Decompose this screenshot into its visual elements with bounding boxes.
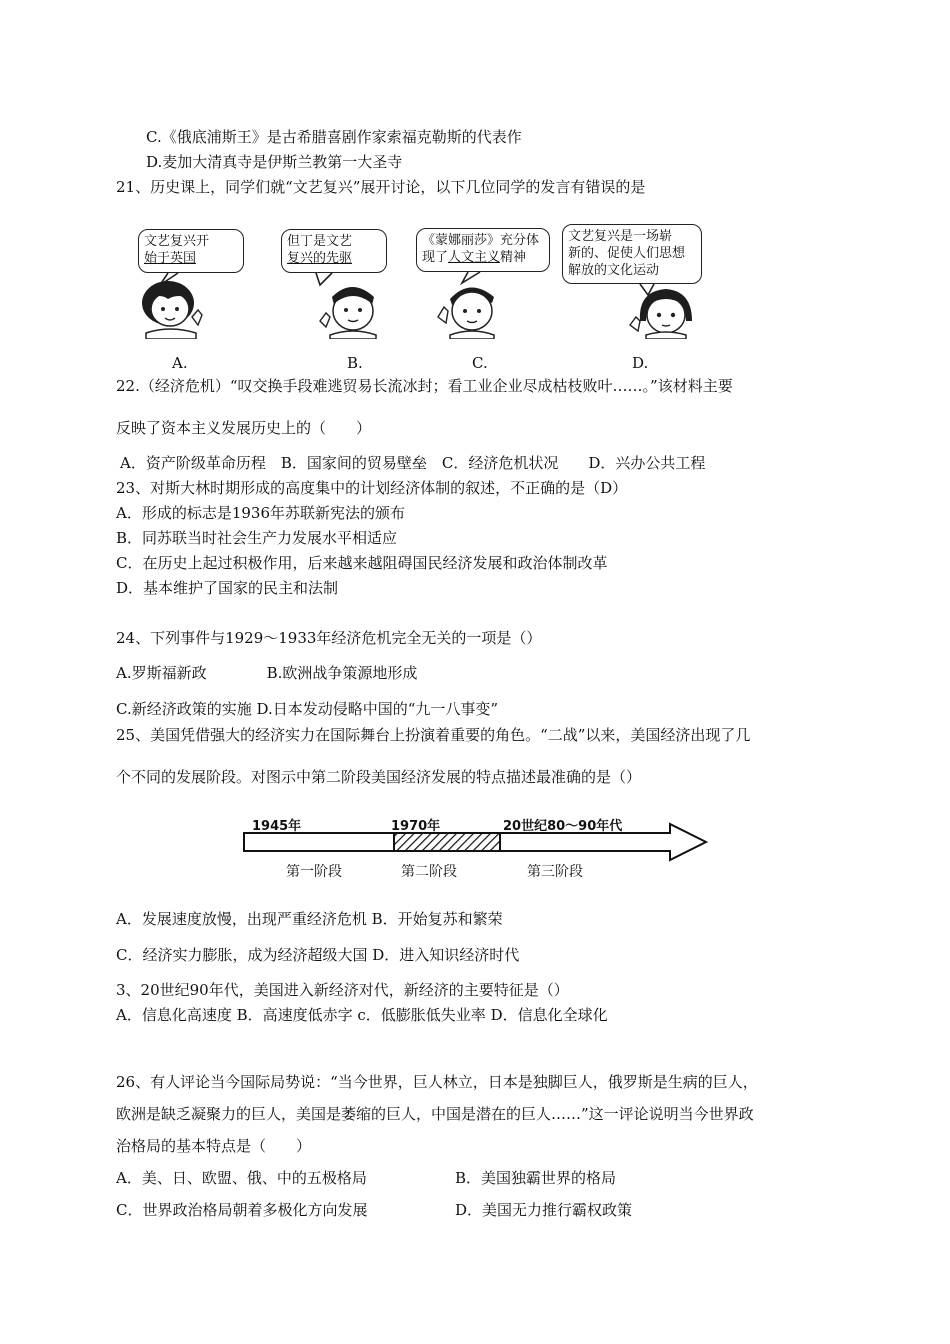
q26-stem-line3: 治格局的基本特点是（ ）	[116, 1137, 312, 1155]
q26-option-c: C．世界政治格局朝着多极化方向发展	[116, 1201, 368, 1219]
q3-options: A．信息化高速度 B．高速度低赤字 c．低膨胀低失业率 D．信息化全球化	[116, 1006, 608, 1024]
student-c-figure	[438, 287, 494, 339]
q20-option-d: D.麦加大清真寺是伊斯兰教第一大圣寺	[146, 153, 403, 171]
q3-stem: 3、20世纪90年代，美国进入新经济对代，新经济的主要特征是（）	[116, 981, 569, 999]
q21-label-b: B.	[347, 354, 363, 372]
q24-options-cd: C.新经济政策的实施 D.日本发动侵略中国的“九一八事变”	[116, 700, 499, 718]
timeline-stage-3: 第三阶段	[527, 864, 583, 880]
q23-option-d: D．基本维护了国家的民主和法制	[116, 579, 339, 597]
speech-bubble-c: 《蒙娜丽莎》充分体 现了人文主义精神	[416, 228, 550, 272]
q21-label-c: C.	[472, 354, 488, 372]
q22-stem-line2: 反映了资本主义发展历史上的（ ）	[116, 419, 372, 437]
speech-bubble-a: 文艺复兴开 始于英国	[138, 229, 244, 273]
q26-option-d: D．美国无力推行霸权政策	[455, 1201, 633, 1219]
q26-stem-line1: 26、有人评论当今国际局势说：“当今世界，巨人林立，日本是独脚巨人，俄罗斯是生病的巨人，	[116, 1073, 758, 1091]
q22-stem-line1: 22.（经济危机）“叹交换手段难逃贸易长流冰封；看工业企业尽成枯枝败叶……。”该材料主要	[116, 377, 733, 395]
timeline-stage-2: 第二阶段	[401, 864, 457, 880]
student-a-figure	[142, 281, 202, 339]
q23-option-b: B．同苏联当时社会生产力发展水平相适应	[116, 529, 398, 547]
timeline-label-1980s-90s: 20世纪80～90年代	[503, 819, 623, 834]
stage-one-segment	[244, 833, 394, 851]
student-d-figure	[630, 289, 692, 339]
q25-options-cd: C．经济实力膨胀，成为经济超级大国 D．进入知识经济时代	[116, 946, 520, 964]
q23-option-c: C．在历史上起过积极作用，后来越来越阻碍国民经济发展和政治体制改革	[116, 554, 608, 572]
q21-label-a: A.	[172, 354, 188, 372]
q25-stem-line1: 25、美国凭借强大的经济实力在国际舞台上扮演着重要的角色。“二战”以来，美国经济出现了几	[116, 726, 751, 744]
q21-stem: 21、历史课上，同学们就“文艺复兴”展开讨论，以下几位同学的发言有错误的是	[116, 178, 646, 196]
students-cartoon	[120, 255, 720, 339]
q26-option-b: B．美国独霸世界的格局	[455, 1169, 617, 1187]
q25-stem-line2: 个不同的发展阶段。对图示中第二阶段美国经济发展的特点描述最准确的是（）	[116, 768, 642, 786]
q24-stem: 24、下列事件与1929～1933年经济危机完全无关的一项是（）	[116, 629, 542, 647]
q24-options-ab: A.罗斯福新政 B.欧洲战争策源地形成	[116, 664, 418, 682]
q26-option-a: A．美、日、欧盟、俄、中的五极格局	[116, 1169, 367, 1187]
q23-stem: 23、对斯大林时期形成的高度集中的计划经济体制的叙述，不正确的是（D）	[116, 479, 628, 497]
timeline-stage-1: 第一阶段	[286, 864, 342, 880]
timeline-label-1970: 1970年	[391, 819, 441, 834]
speech-bubble-b: 但丁是文艺 复兴的先驱	[281, 229, 387, 273]
q20-option-c: C.《俄底浦斯王》是古希腊喜剧作家索福克勒斯的代表作	[146, 128, 522, 146]
stage-two-segment	[394, 833, 500, 851]
q23-option-a: A．形成的标志是1936年苏联新宪法的颁布	[116, 504, 406, 522]
q25-options-ab: A．发展速度放慢，出现严重经济危机 B．开始复苏和繁荣	[116, 910, 503, 928]
q22-options: A．资产阶级革命历程 B．国家间的贸易壁垒 C．经济危机状况 D．兴办公共工程	[120, 454, 706, 472]
student-b-figure	[320, 287, 376, 339]
q21-label-d: D.	[632, 354, 649, 372]
q26-stem-line2: 欧洲是缺乏凝聚力的巨人，美国是萎缩的巨人，中国是潜在的巨人……”这一评论说明当今世界政	[116, 1105, 754, 1123]
timeline-label-1945: 1945年	[252, 819, 302, 834]
speech-bubble-d: 文艺复兴是一场崭 新的、促使人们思想 解放的文化运动	[562, 224, 702, 284]
